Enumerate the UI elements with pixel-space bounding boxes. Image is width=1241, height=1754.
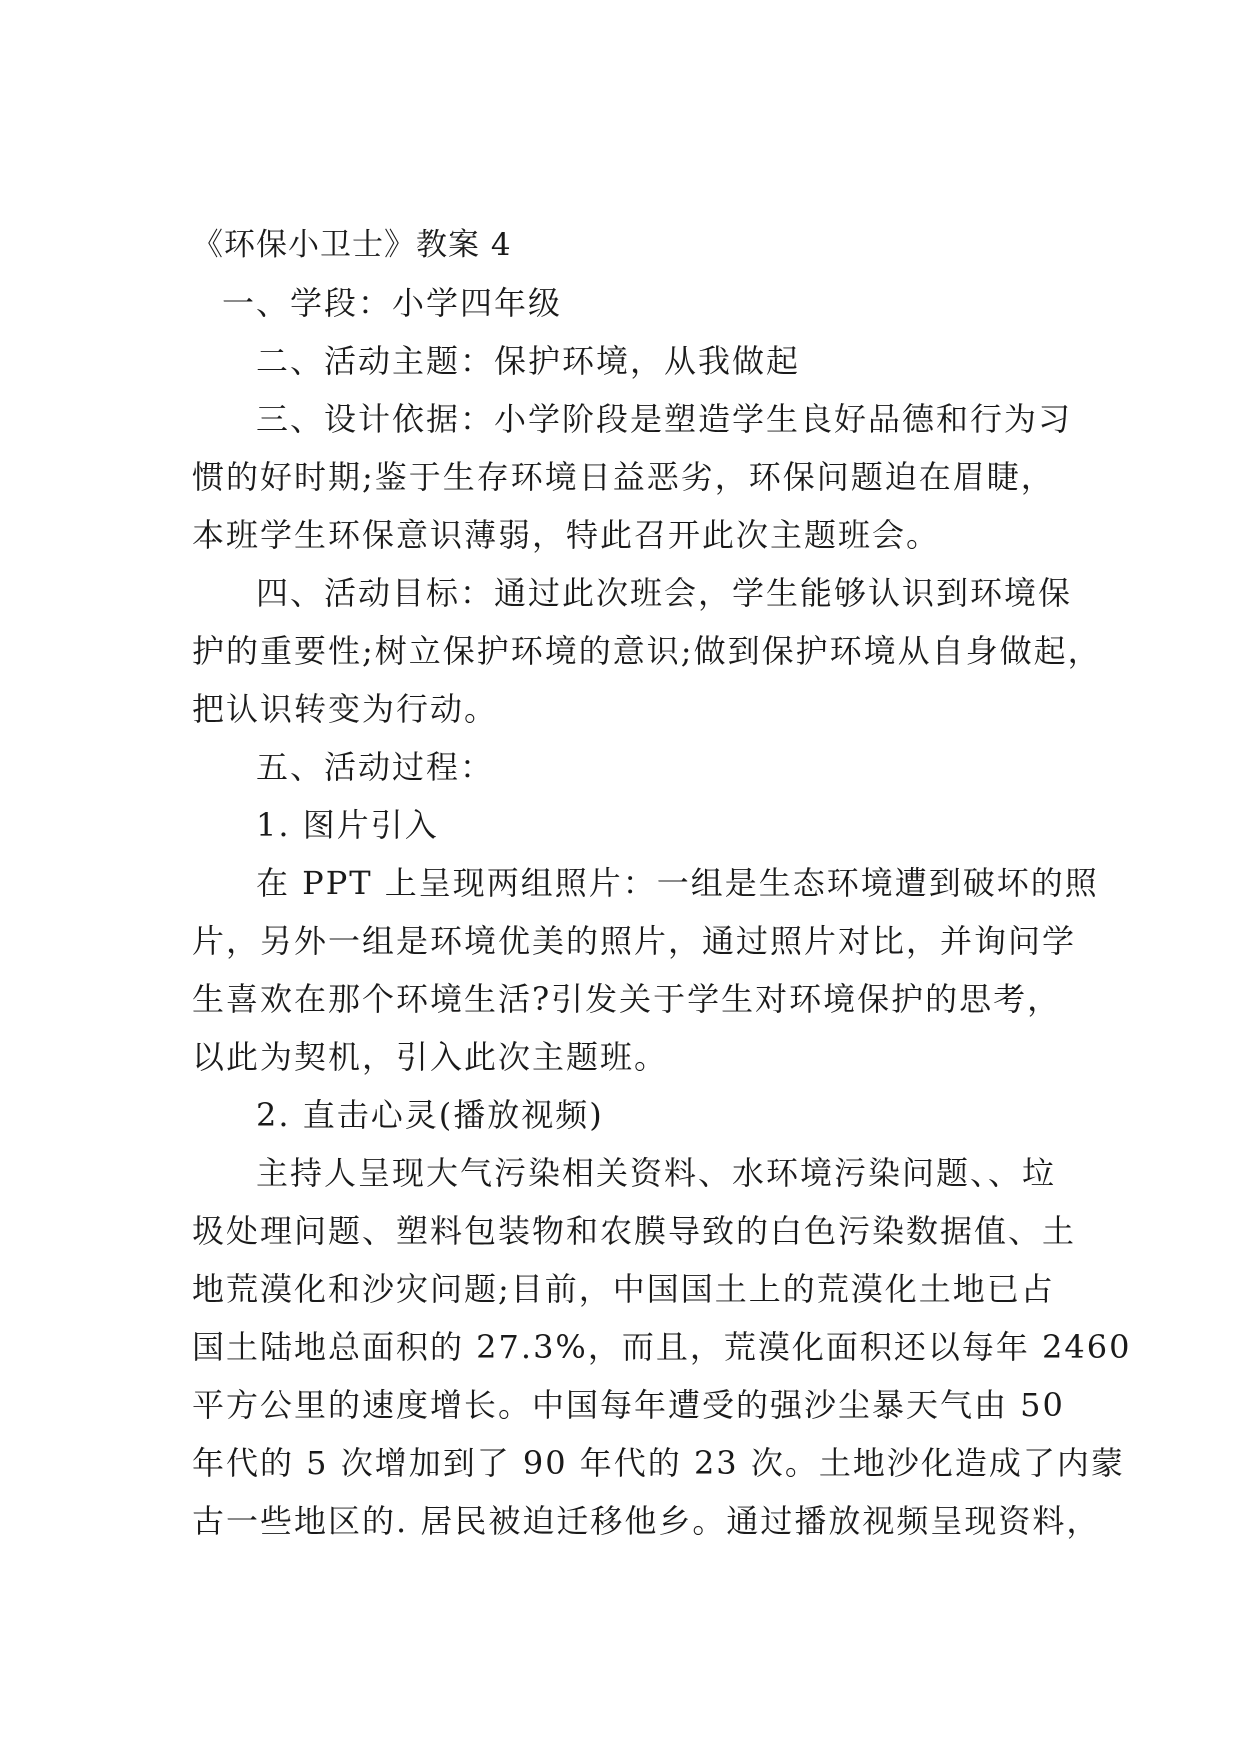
paragraph-line: 护的重要性;树立保护环境的意识;做到保护环境从自身做起， [192,632,1102,670]
paragraph-line: 生喜欢在那个环境生活?引发关于学生对环境保护的思考， [192,980,1062,1018]
paragraph-line: 惯的好时期;鉴于生存环境日益恶劣，环保问题迫在眉睫， [192,458,1055,496]
document-title: 《环保小卫士》教案 4 [192,227,512,263]
paragraph-line: 主持人呈现大气污染相关资料、水环境污染问题、、垃 [256,1154,1057,1192]
subsection-image-intro: 1. 图片引入 [256,806,439,844]
paragraph-line: 平方公里的速度增长。中国每年遭受的强沙尘暴天气由 50 [192,1386,1065,1424]
paragraph-line: 地荒漠化和沙灾问题;目前，中国国土上的荒漠化土地已占 [192,1270,1055,1308]
paragraph-line: 圾处理问题、塑料包装物和农膜导致的白色污染数据值、土 [192,1212,1077,1250]
paragraph-line: 把认识转变为行动。 [192,690,499,728]
paragraph-line: 三、设计依据：小学阶段是塑造学生良好品德和行为习 [256,400,1073,438]
paragraph-line: 片，另外一组是环境优美的照片，通过照片对比，并询问学 [192,922,1077,960]
paragraph-line: 本班学生环保意识薄弱，特此召开此次主题班会。 [192,516,941,554]
paragraph-line: 国土陆地总面积的 27.3%，而且，荒漠化面积还以每年 2460 [192,1328,1132,1366]
paragraph-line: 在 PPT 上呈现两组照片：一组是生态环境遭到破坏的照 [256,864,1099,902]
section-theme: 二、活动主题：保护环境，从我做起 [256,342,801,380]
subsection-video: 2. 直击心灵(播放视频) [256,1096,604,1134]
paragraph-line: 古一些地区的. 居民被迫迁移他乡。通过播放视频呈现资料， [192,1502,1101,1540]
paragraph-line: 年代的 5 次增加到了 90 年代的 23 次。土地沙化造成了内蒙 [192,1444,1125,1482]
section-process: 五、活动过程： [256,748,495,786]
paragraph-line: 以此为契机，引入此次主题班。 [192,1038,669,1076]
section-grade: 一、学段：小学四年级 [222,284,563,322]
paragraph-line: 四、活动目标：通过此次班会，学生能够认识到环境保 [256,574,1073,612]
